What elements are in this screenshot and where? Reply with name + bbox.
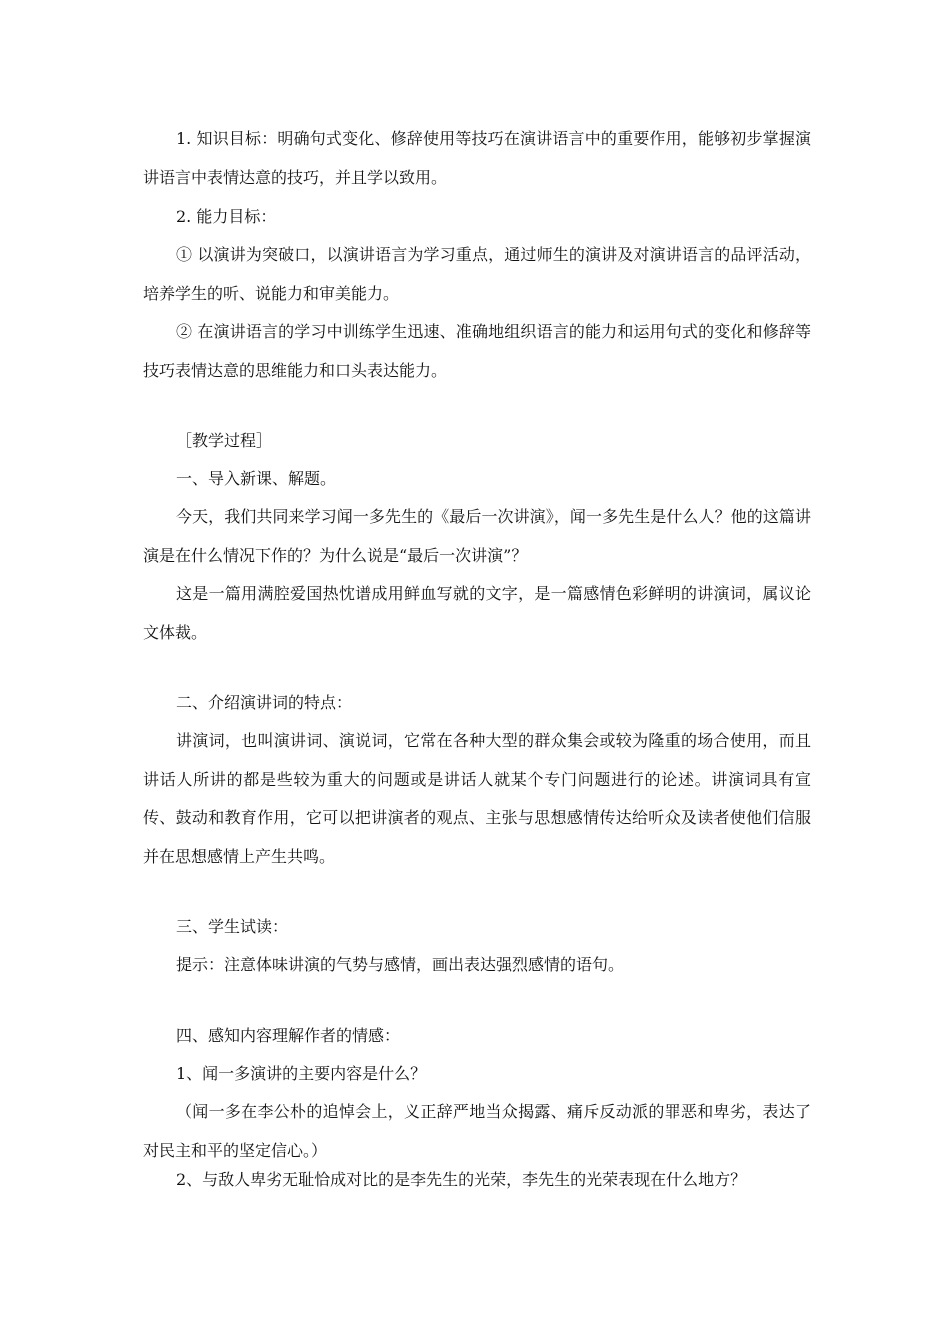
- ability-objective-title: 2. 能力目标：: [176, 207, 277, 226]
- knowledge-objective: 1. 知识目标：明确句式变化、修辞使用等技巧在演讲语言中的重要作用，能够初步掌握演讲语言中表情达意的技巧，并且学以致用。: [143, 129, 811, 187]
- section-1-title: 一、导入新课、解题。: [176, 469, 337, 488]
- process-heading: ［教学过程］: [176, 431, 273, 450]
- section-2-title: 二、介绍演讲词的特点：: [176, 693, 353, 712]
- section-1-paragraph-2: 这是一篇用满腔爱国热忱谱成用鲜血写就的文字，是一篇感情色彩鲜明的讲演词，属议论文体裁。: [143, 584, 811, 642]
- section-4-title: 四、感知内容理解作者的情感：: [176, 1026, 401, 1045]
- section-3-title: 三、学生试读：: [176, 917, 289, 936]
- section-3-paragraph-1: 提示：注意体味讲演的气势与感情，画出表达强烈感情的语句。: [176, 955, 625, 974]
- section-4-question-2: 2、与敌人卑劣无耻恰成对比的是李先生的光荣，李先生的光荣表现在什么地方？: [176, 1170, 747, 1189]
- section-1-paragraph-1: 今天，我们共同来学习闻一多先生的《最后一次讲演》，闻一多先生是什么人？他的这篇讲演是在什么情况下作的？为什么说是“最后一次讲演”？: [143, 507, 811, 565]
- section-4-question-1: 1、闻一多演讲的主要内容是什么？: [176, 1064, 427, 1083]
- ability-objective-1: ① 以演讲为突破口，以演讲语言为学习重点，通过师生的演讲及对演讲语言的品评活动，培养学生的听、说能力和审美能力。: [143, 245, 811, 303]
- section-2-paragraph-1: 讲演词，也叫演讲词、演说词，它常在各种大型的群众集会或较为隆重的场合使用，而且讲话人所讲的都是些较为重大的问题或是讲话人就某个专门问题进行的论述。讲演词具有宣传、鼓动和教育作用，它可以把讲演者的观点、主张与思想感情传达给听众及读者使他们信服并在思想感情上产生共鸣。: [143, 731, 811, 866]
- section-4-answer-1: （闻一多在李公朴的追悼会上，义正辞严地当众揭露、痛斥反动派的罪恶和卑劣，表达了对民主和平的坚定信心。）: [143, 1102, 811, 1160]
- ability-objective-2: ② 在演讲语言的学习中训练学生迅速、准确地组织语言的能力和运用句式的变化和修辞等技巧表情达意的思维能力和口头表达能力。: [143, 322, 811, 380]
